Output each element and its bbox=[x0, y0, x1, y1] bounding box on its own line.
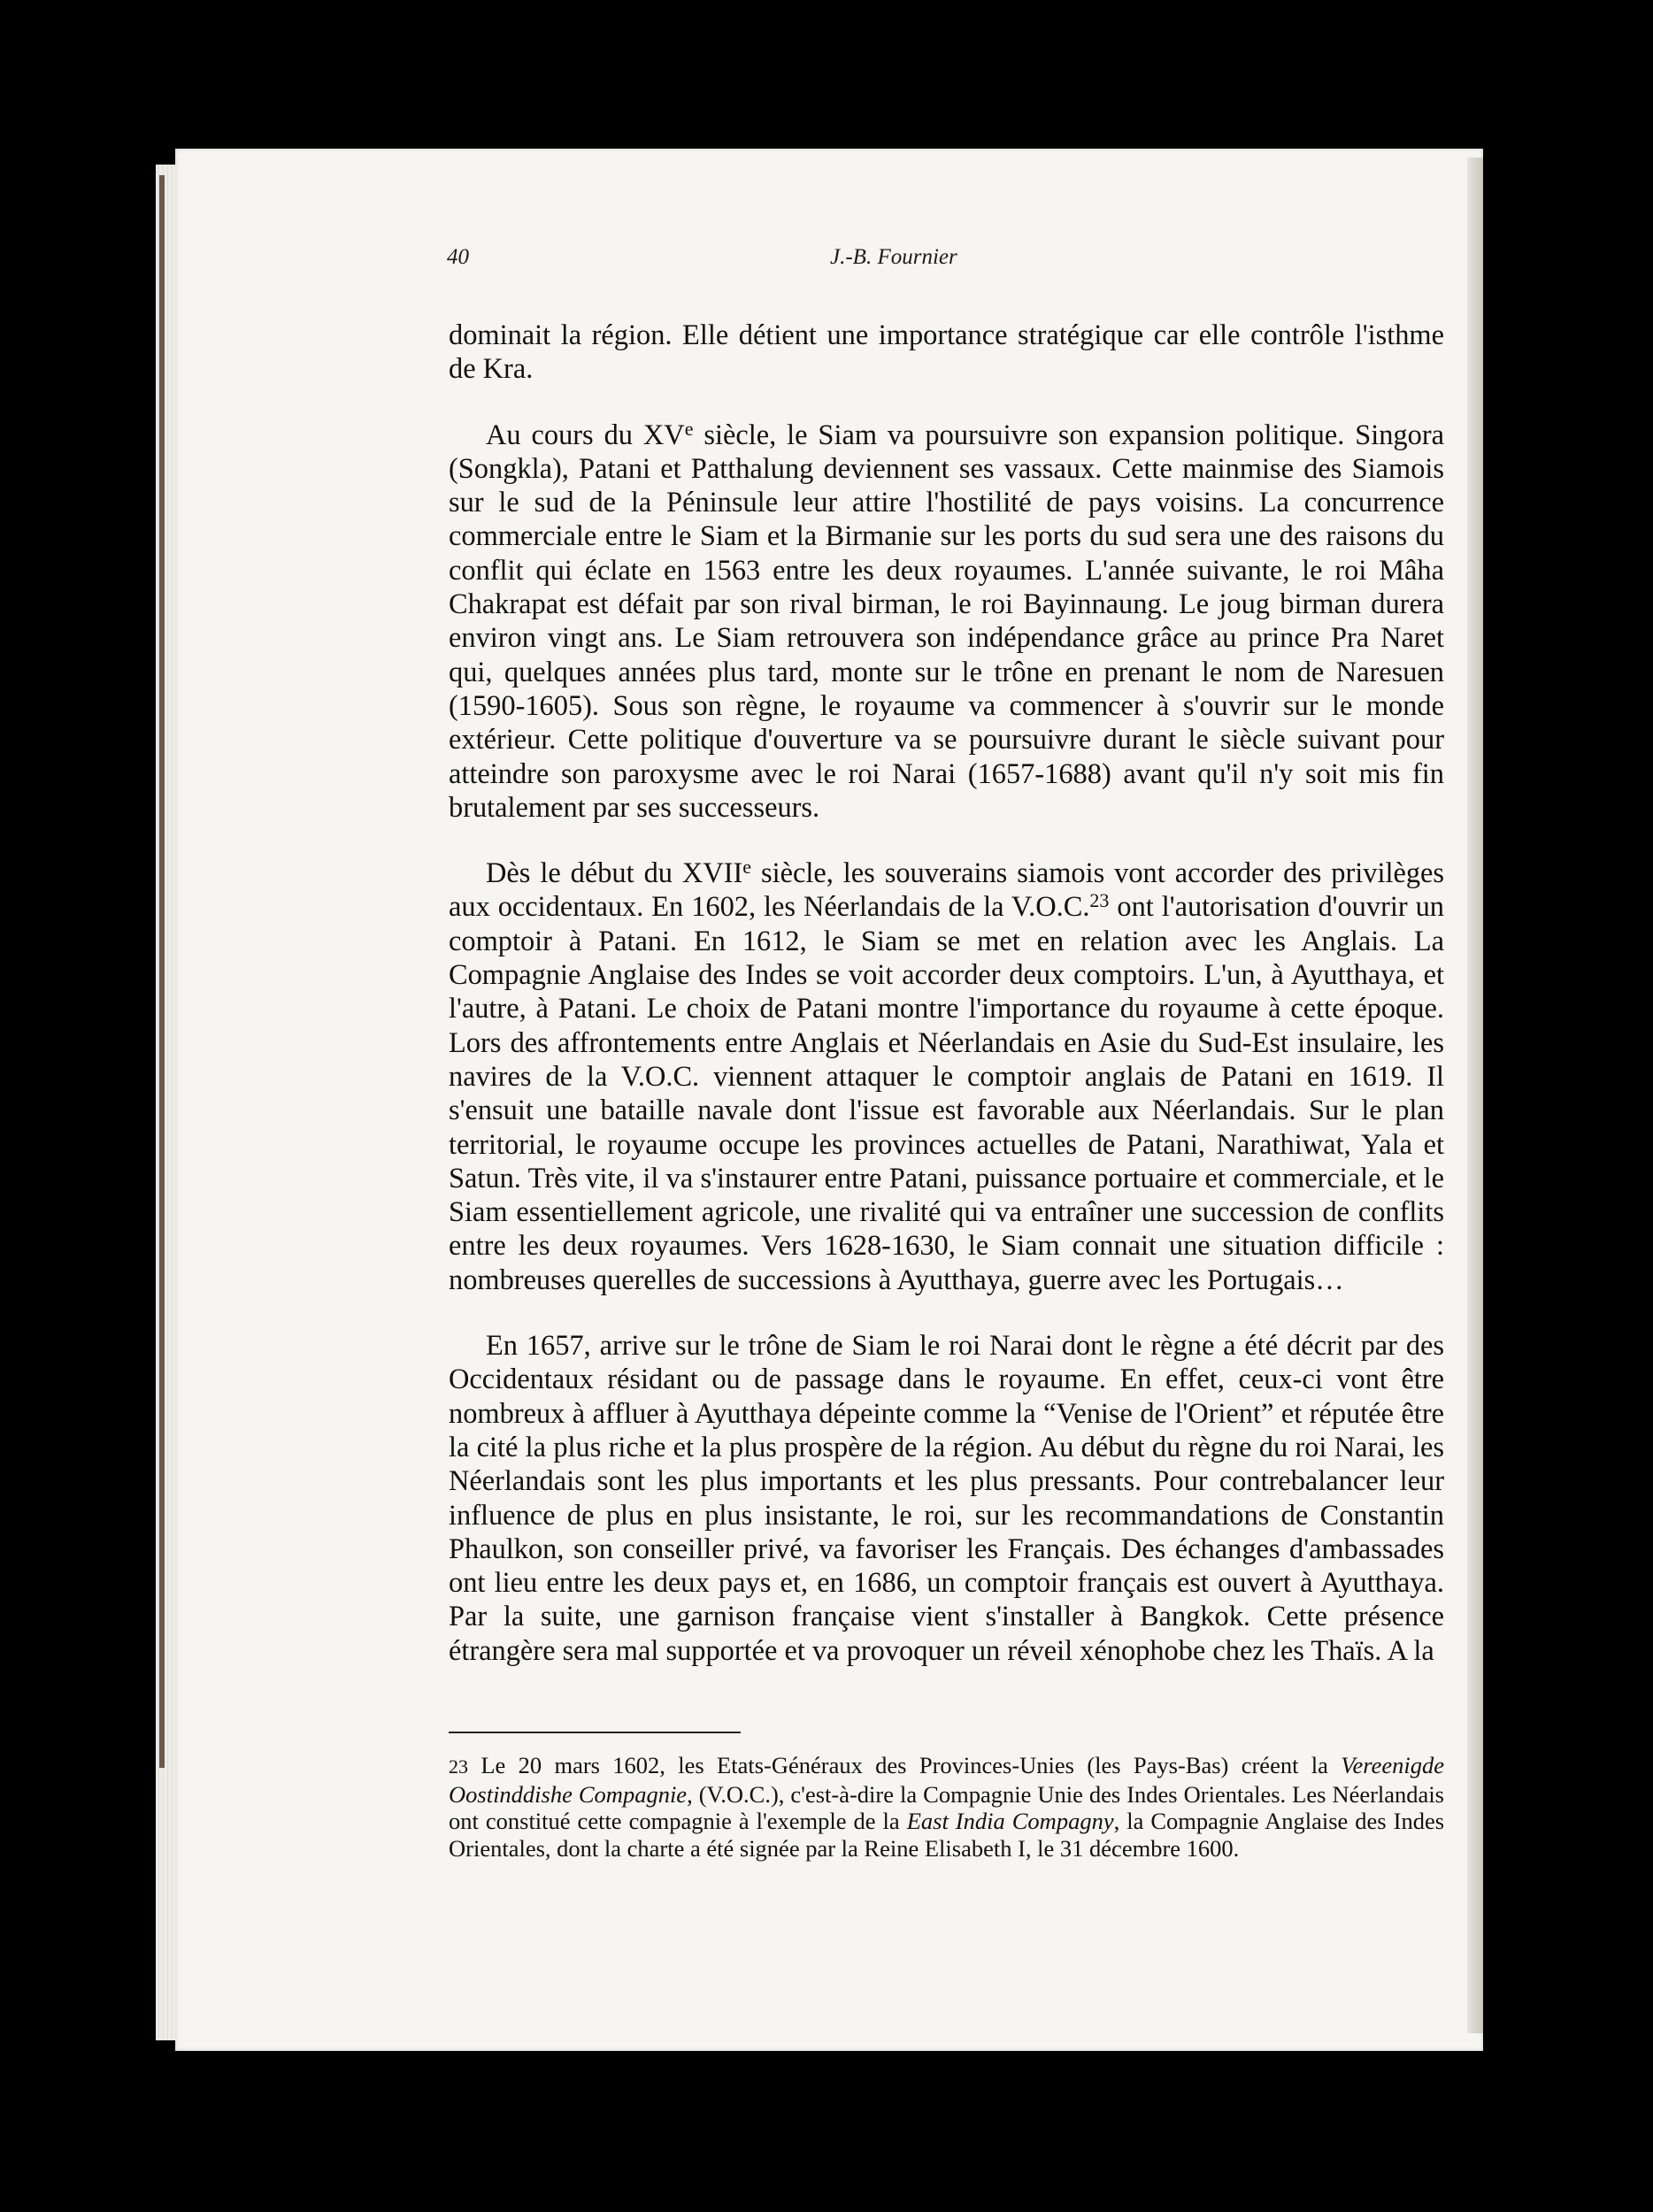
footnote bbox=[449, 1752, 1444, 1863]
page-number: 40 bbox=[447, 245, 469, 269]
p2-text-a: Au cours du XV bbox=[486, 419, 685, 451]
footnote-text-b: , (V.O.C.), c'est-à-dire la Compagnie Unie des Indes Orientales. Les Néerlandais ont constitué cette compagnie à l'exemple de la bbox=[449, 1780, 1444, 1835]
body-text bbox=[449, 319, 1444, 1668]
paragraph-4: En 1657, arrive sur le trône de Siam le roi Narai dont le règne a été décrit par des Occidentaux résidant ou de passage dans le royaume. En effet, ceux-ci vont être nombreux à affluer à Ayutthaya dépeinte comme la “Venise de l'Orient” et réputée être la cité la plus riche et la plus prospère de la région. Au début du règne du roi Narai, les Néerlandais sont les plus importants et les plus pressants. Pour contrebalancer leur influence de plus en plus insistante, le roi, sur les recommandations de Constantin Phaulkon, son conseiller privé, va favoriser les Français. Des échanges d'ambassades ont lieu entre les deux pays et, en 1686, un comptoir français est ouvert à Ayutthaya. Par la suite, une garnison française vient s'installer à Bangkok. Cette présence étrangère sera mal supportée et va provoquer un réveil xénophobe chez les Thaïs. A la bbox=[449, 1330, 1444, 1667]
p3-text-a: Dès le début du XVII bbox=[486, 857, 743, 890]
paragraph-1: dominait la région. Elle détient une importance stratégique car elle contrôle l'isthme de Kra. bbox=[449, 319, 1444, 386]
footnote-italic-a: Vereenigde Oostinddishe Compagnie bbox=[449, 1752, 1444, 1808]
paragraph-3 bbox=[449, 856, 1444, 1297]
p2-superscript: e bbox=[684, 417, 694, 440]
footnote-divider bbox=[449, 1732, 741, 1733]
p2-text-b: siècle, le Siam va poursuivre son expansion politique. Singora (Songkla), Patani et Patthalung deviennent ses vassaux. Cette mainmise des Siamois sur le sud de la Péninsule leur attire l'hostilité de pays voisins. La concurrence commerciale entre le Siam et la Birmanie sur les ports du sud sera une des raisons du conflit qui éclate en 1563 entre les deux royaumes. L'année suivante, le roi Mâha Chakrapat est défait par son rival birman, le roi Bayinnaung. Le joug birman durera environ vingt ans. Le Siam retrouvera son indépendance grâce au prince Pra Naret qui, quelques années plus tard, monte sur le trône en prenant le nom de Naresuen (1590-1605). Sous son règne, le royaume va commencer à s'ouvrir sur le monde extérieur. Cette politique d'ouverture va se poursuivre durant le siècle suivant pour atteindre son paroxysme avec le roi Narai (1657-1688) avant qu'il n'y soit mis fin brutalement par ses successeurs. bbox=[449, 419, 1444, 824]
p3-superscript: e bbox=[742, 856, 752, 879]
footnote-reference: 23 bbox=[1089, 889, 1110, 912]
footnote-text-a: Le 20 mars 1602, les Etats-Généraux des Provinces-Unies (les Pays-Bas) créent la bbox=[468, 1752, 1342, 1778]
p3-text-c: ont l'autorisation d'ouvrir un comptoir à Patani. En 1612, le Siam se met en relation avec les Anglais. La Compagnie Anglaise des Indes se voit accorder deux comptoirs. L'un, à Ayutthaya, et l'autre, à Patani. Le choix de Patani montre l'importance du royaume à cette époque. Lors des affrontements entre Anglais et Néerlandais en Asie du Sud-Est insulaire, les navires de la V.O.C. viennent attaquer le comptoir anglais de Patani en 1619. Il s'ensuit une bataille navale dont l'issue est favorable aux Néerlandais. Sur le plan territorial, le royaume occupe les provinces actuelles de Patani, Narathiwat, Yala et Satun. Très vite, il va s'instaurer entre Patani, puissance portuaire et commerciale, et le Siam essentiellement agricole, une rivalité qui va entraîner une succession de conflits entre les deux royaumes. Vers 1628-1630, le Siam connait une situation difficile : nombreuses querelles de successions à Ayutthaya, guerre avec les Portugais… bbox=[449, 891, 1444, 1296]
page-header bbox=[429, 245, 1447, 280]
running-title: J.-B. Fournier bbox=[830, 245, 957, 269]
footnote-number: 23 bbox=[449, 1755, 468, 1778]
p3-text-b: siècle, les souverains siamois vont accorder des privilèges aux occidentaux. En 1602, les Néerlandais de la V.O.C. bbox=[449, 857, 1444, 924]
footnote-italic-b: East India Compagny bbox=[906, 1808, 1114, 1835]
page-edge-shadow bbox=[159, 175, 165, 1768]
page-fold bbox=[1467, 157, 1483, 2033]
footnote-text-c: , la Compagnie Anglaise des Indes Orientales, dont la charte a été signée par la Reine Elisabeth I, le 31 décembre 1600. bbox=[449, 1808, 1445, 1863]
paragraph-2 bbox=[449, 419, 1444, 826]
